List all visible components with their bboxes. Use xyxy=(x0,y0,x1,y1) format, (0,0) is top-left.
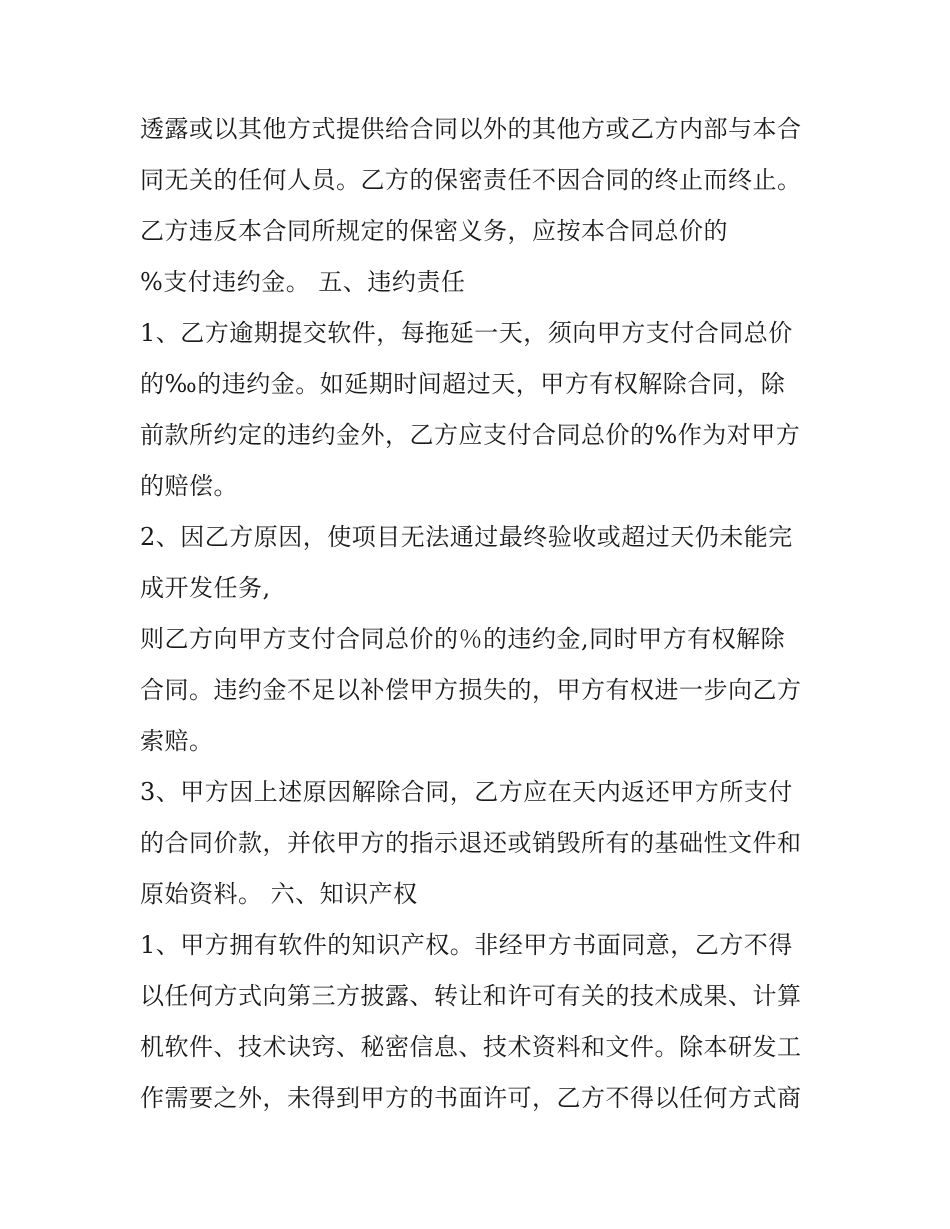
text-line: 作需要之外，未得到甲方的书面许可，乙方不得以任何方式商 xyxy=(140,1084,802,1112)
text-line: 的合同价款，并依甲方的指示退还或销毁所有的基础性文件和 xyxy=(140,829,802,857)
text-line: %支付违约金。 五、违约责任 xyxy=(140,268,466,296)
text-line: 3、甲方因上述原因解除合同，乙方应在天内返还甲方所支付 xyxy=(140,778,793,806)
text-line: 机软件、技术诀窍、秘密信息、技术资料和文件。除本研发工 xyxy=(140,1033,802,1061)
text-line: 成开发任务, xyxy=(140,574,271,602)
text-line: 的赔偿。 xyxy=(140,472,238,500)
text-line: 同无关的任何人员。乙方的保密责任不因合同的终止而终止。 xyxy=(140,166,802,194)
text-line: 原始资料。 六、知识产权 xyxy=(140,880,418,908)
text-line: 则乙方向甲方支付合同总价的％的违约金,同时甲方有权解除 xyxy=(140,625,786,653)
text-line: 以任何方式向第三方披露、转让和许可有关的技术成果、计算 xyxy=(140,982,802,1010)
text-line: 合同。违约金不足以补偿甲方损失的，甲方有权进一步向乙方 xyxy=(140,676,802,704)
document-body xyxy=(140,104,820,1124)
text-line: 2、因乙方原因，使项目无法通过最终验收或超过天仍未能完 xyxy=(140,523,793,551)
text-line: 1、甲方拥有软件的知识产权。非经甲方书面同意，乙方不得 xyxy=(140,931,793,959)
text-line: 的‰的违约金。如延期时间超过天，甲方有权解除合同，除 xyxy=(140,370,786,398)
text-line: 透露或以其他方式提供给合同以外的其他方或乙方内部与本合 xyxy=(140,115,802,143)
text-line: 前款所约定的违约金外，乙方应支付合同总价的%作为对甲方 xyxy=(140,421,801,449)
text-line: 1、乙方逾期提交软件，每拖延一天，须向甲方支付合同总价 xyxy=(140,319,793,347)
text-line: 乙方违反本合同所规定的保密义务，应按本合同总价的 xyxy=(140,217,728,245)
text-line: 索赔。 xyxy=(140,727,214,755)
